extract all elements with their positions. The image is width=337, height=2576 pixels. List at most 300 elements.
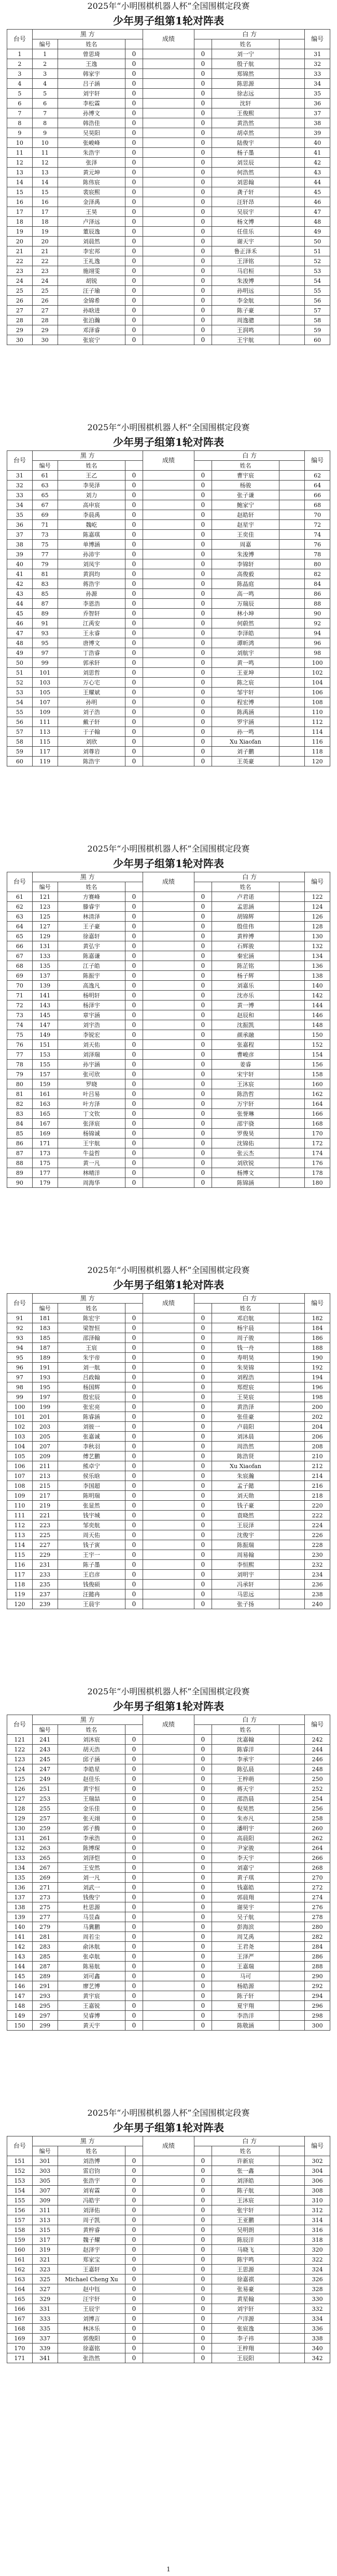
white-extra	[279, 2011, 305, 2021]
black-number: 63	[32, 481, 58, 490]
table-row	[7, 1491, 330, 1501]
white-score: 0	[194, 1883, 212, 1893]
table-row	[7, 1735, 330, 1745]
white-number: 190	[305, 1353, 330, 1363]
table-number: 84	[7, 1119, 33, 1129]
result-cell	[143, 1001, 194, 1010]
black-name: 徐嘉铭	[58, 2344, 125, 2353]
white-extra	[279, 1922, 305, 1932]
black-score: 0	[125, 227, 143, 237]
black-number: 3	[32, 69, 58, 79]
white-score: 0	[194, 1119, 212, 1129]
white-number: 206	[305, 1432, 330, 1442]
black-name: 张泽宸	[58, 1119, 125, 1129]
white-extra	[279, 1432, 305, 1442]
score-header: 成绩	[143, 872, 194, 892]
black-score: 0	[125, 89, 143, 99]
black-number: 89	[32, 609, 58, 619]
table-number: 136	[7, 1883, 33, 1893]
black-score: 0	[125, 912, 143, 922]
table-number: 168	[7, 2324, 33, 2334]
table-row	[7, 1580, 330, 1590]
white-score: 0	[194, 1422, 212, 1432]
white-number: 68	[305, 500, 330, 510]
white-extra	[279, 530, 305, 540]
table-number: 60	[7, 757, 33, 766]
table-number: 70	[7, 981, 33, 991]
black-score: 0	[125, 2235, 143, 2245]
white-name: 刘欣锐	[212, 1158, 279, 1168]
black-number: 121	[32, 892, 58, 902]
black-number-header: 编号	[32, 461, 58, 471]
white-number: 152	[305, 1040, 330, 1050]
black-score: 0	[125, 737, 143, 747]
black-number: 12	[32, 158, 58, 168]
result-cell	[143, 1932, 194, 1942]
table-row	[7, 49, 330, 59]
black-number: 313	[32, 2215, 58, 2225]
table-number: 7	[7, 108, 33, 118]
score-header: 成绩	[143, 1294, 194, 1313]
white-blank-header	[279, 1304, 305, 1313]
white-extra	[279, 246, 305, 256]
white-score: 0	[194, 648, 212, 658]
white-name: 马启桓	[212, 266, 279, 276]
white-extra	[279, 1178, 305, 1188]
white-number: 37	[305, 108, 330, 118]
table-row	[7, 2196, 330, 2205]
black-number: 11	[32, 148, 58, 158]
white-extra	[279, 737, 305, 747]
black-name: 卢泽远	[58, 217, 125, 227]
round-subtitle: 少年男子组第1轮对阵表	[113, 2121, 224, 2134]
black-number: 227	[32, 1540, 58, 1550]
table-row	[7, 1353, 330, 1363]
black-number: 307	[32, 2186, 58, 2196]
white-score: 0	[194, 1089, 212, 1099]
white-name: 万瑞辰	[212, 599, 279, 609]
table-number: 110	[7, 1501, 33, 1511]
black-number: 27	[32, 306, 58, 316]
white-name: 刘一宁	[212, 49, 279, 59]
black-score: 0	[125, 747, 143, 757]
white-extra	[279, 1590, 305, 1599]
white-number: 330	[305, 2294, 330, 2304]
black-number: 79	[32, 559, 58, 569]
table-row	[7, 1109, 330, 1119]
white-name: 沈亦乐	[212, 991, 279, 1001]
white-number: 156	[305, 1060, 330, 1070]
black-number: 341	[32, 2353, 58, 2363]
white-name: 陈思源	[212, 79, 279, 89]
result-cell	[143, 1392, 194, 1402]
result-cell	[143, 266, 194, 276]
table-row	[7, 1323, 330, 1333]
table-number: 11	[7, 148, 33, 158]
white-extra	[279, 1570, 305, 1580]
black-score: 0	[125, 1962, 143, 1971]
white-score: 0	[194, 1491, 212, 1501]
white-extra	[279, 941, 305, 951]
white-extra	[279, 237, 305, 246]
white-name: 钱嘉皓	[212, 1883, 279, 1893]
black-score: 0	[125, 2344, 143, 2353]
white-header: 白 方	[194, 451, 305, 461]
black-name: 江禹安	[58, 619, 125, 628]
table-number: 49	[7, 648, 33, 658]
table-row	[7, 2205, 330, 2215]
black-name: 黄宇恒	[58, 1784, 125, 1794]
table-number: 123	[7, 1755, 33, 1764]
table-number: 109	[7, 1491, 33, 1501]
white-number: 60	[305, 335, 330, 345]
table-number: 52	[7, 678, 33, 688]
table-number: 104	[7, 1442, 33, 1451]
white-score: 0	[194, 1139, 212, 1148]
white-score: 0	[194, 1471, 212, 1481]
black-score: 0	[125, 1560, 143, 1570]
black-score: 0	[125, 2001, 143, 2011]
white-score: 0	[194, 707, 212, 717]
black-score: 0	[125, 530, 143, 540]
white-name: 陈弘晨	[212, 1764, 279, 1774]
table-row	[7, 79, 330, 89]
result-cell	[143, 1363, 194, 1373]
white-blank-header	[279, 461, 305, 471]
black-score: 0	[125, 1382, 143, 1392]
round-subtitle: 少年男子组第1轮对阵表	[113, 1279, 224, 1291]
white-extra	[279, 2324, 305, 2334]
white-extra	[279, 599, 305, 609]
black-number-header: 编号	[32, 1304, 58, 1313]
result-cell	[143, 1148, 194, 1158]
white-score: 0	[194, 589, 212, 599]
table-number: 86	[7, 1139, 33, 1148]
black-header: 黑 方	[32, 30, 143, 39]
white-score: 0	[194, 1001, 212, 1010]
black-score: 0	[125, 207, 143, 217]
white-name: 陈浩哲	[212, 1089, 279, 1099]
white-name: 刘明宇	[212, 1570, 279, 1580]
table-number: 139	[7, 1912, 33, 1922]
black-name: 李松霖	[58, 99, 125, 108]
page-number: 1	[166, 2566, 171, 2573]
white-number: 55	[305, 286, 330, 296]
black-score: 0	[125, 1050, 143, 1060]
white-number: 146	[305, 1010, 330, 1020]
black-score: 0	[125, 569, 143, 579]
white-number: 280	[305, 1922, 330, 1932]
table-row	[7, 1981, 330, 1991]
white-extra	[279, 1353, 305, 1363]
white-number: 332	[305, 2304, 330, 2314]
result-cell	[143, 2021, 194, 2031]
white-name: 杨皓源	[212, 1981, 279, 1991]
white-extra	[279, 559, 305, 569]
table-row	[7, 1962, 330, 1971]
white-extra	[279, 1109, 305, 1119]
result-cell	[143, 1323, 194, 1333]
table-number: 18	[7, 217, 33, 227]
black-score: 0	[125, 1461, 143, 1471]
result-cell	[143, 530, 194, 540]
black-number: 81	[32, 569, 58, 579]
white-name: 尹家骏	[212, 1843, 279, 1853]
white-name: 钱子豪	[212, 1501, 279, 1511]
white-number: 102	[305, 668, 330, 678]
table-row	[7, 912, 330, 922]
table-number: 34	[7, 500, 33, 510]
white-number: 232	[305, 1560, 330, 1570]
white-number: 110	[305, 707, 330, 717]
result-cell	[143, 118, 194, 128]
white-extra	[279, 579, 305, 589]
white-extra	[279, 2186, 305, 2196]
white-name: 王思源	[212, 2265, 279, 2274]
result-cell	[143, 1050, 194, 1060]
black-score: 0	[125, 638, 143, 648]
white-name: 马可	[212, 1971, 279, 1981]
black-name: 杨锦诚	[58, 1129, 125, 1139]
white-name: 刘沐晨	[212, 1432, 279, 1442]
score-header: 成绩	[143, 1715, 194, 1735]
white-score: 0	[194, 1804, 212, 1814]
white-score: 0	[194, 1511, 212, 1520]
black-name: 李国超	[58, 1481, 125, 1491]
table-number: 67	[7, 951, 33, 961]
white-score: 0	[194, 2344, 212, 2353]
black-number-header: 编号	[32, 39, 58, 49]
black-name: 邹奕航	[58, 1520, 125, 1530]
white-name: 罗俊昊	[212, 1129, 279, 1139]
white-number: 47	[305, 207, 330, 217]
white-extra	[279, 892, 305, 902]
black-score: 0	[125, 1590, 143, 1599]
black-header: 黑 方	[32, 451, 143, 461]
table-number: 27	[7, 306, 33, 316]
white-score: 0	[194, 1735, 212, 1745]
black-name: 马冀鹏	[58, 1922, 125, 1932]
table-row	[7, 991, 330, 1001]
black-score: 0	[125, 1599, 143, 1609]
white-number: 180	[305, 1178, 330, 1188]
white-header: 白 方	[194, 30, 305, 39]
black-name: 陈伟宸	[58, 177, 125, 187]
table-number: 14	[7, 177, 33, 187]
black-number: 291	[32, 1981, 58, 1991]
result-cell	[143, 1030, 194, 1040]
black-score: 0	[125, 668, 143, 678]
white-score: 0	[194, 1178, 212, 1188]
white-score: 0	[194, 335, 212, 345]
black-score: 0	[125, 1833, 143, 1843]
table-number: 113	[7, 1530, 33, 1540]
white-number: 224	[305, 1520, 330, 1530]
white-score: 0	[194, 1580, 212, 1590]
black-number: 169	[32, 1129, 58, 1139]
black-score: 0	[125, 1981, 143, 1991]
white-extra	[279, 922, 305, 931]
result-cell	[143, 971, 194, 981]
table-row	[7, 1824, 330, 1833]
white-extra	[279, 2245, 305, 2255]
black-number: 327	[32, 2284, 58, 2294]
black-name: 张浩宇	[58, 2176, 125, 2186]
result-cell	[143, 296, 194, 306]
table-number: 33	[7, 490, 33, 500]
white-name: 胡锦辉	[212, 912, 279, 922]
result-cell	[143, 1971, 194, 1981]
black-name: 孙源	[58, 589, 125, 599]
table-row	[7, 246, 330, 256]
black-score: 0	[125, 1099, 143, 1109]
black-name: 金乐佳	[58, 1804, 125, 1814]
white-score: 0	[194, 1353, 212, 1363]
white-name: 殷佳伟	[212, 922, 279, 931]
white-name: 王宇航	[212, 335, 279, 345]
result-cell	[143, 187, 194, 197]
white-extra	[279, 697, 305, 707]
result-cell	[143, 1952, 194, 1962]
result-cell	[143, 276, 194, 286]
white-number: 228	[305, 1540, 330, 1550]
white-extra	[279, 1962, 305, 1971]
white-score: 0	[194, 727, 212, 737]
result-cell	[143, 1139, 194, 1148]
table-number: 28	[7, 316, 33, 325]
black-score: 0	[125, 2021, 143, 2031]
black-number: 20	[32, 237, 58, 246]
black-number: 321	[32, 2255, 58, 2265]
white-score: 0	[194, 266, 212, 276]
white-name: 寿明昊	[212, 1353, 279, 1363]
result-cell	[143, 1412, 194, 1422]
black-number: 6	[32, 99, 58, 108]
white-name: 王沐宸	[212, 1079, 279, 1089]
result-cell	[143, 217, 194, 227]
white-extra	[279, 991, 305, 1001]
white-extra	[279, 1333, 305, 1343]
black-name-header: 姓名	[58, 1725, 125, 1735]
white-number: 34	[305, 79, 330, 89]
white-name: 杨子辉	[212, 971, 279, 981]
black-name: 刘天佑	[58, 1040, 125, 1050]
score-header: 成绩	[143, 451, 194, 471]
result-cell	[143, 2353, 194, 2363]
table-row	[7, 1119, 330, 1129]
white-name: 周逸骢	[212, 316, 279, 325]
black-name-header: 姓名	[58, 461, 125, 471]
white-extra	[279, 286, 305, 296]
table-number: 59	[7, 747, 33, 757]
black-score: 0	[125, 1422, 143, 1432]
black-name: 刘武一	[58, 1883, 125, 1893]
white-score: 0	[194, 1432, 212, 1442]
black-name: 刘宇轩	[58, 89, 125, 99]
white-number: 100	[305, 658, 330, 668]
white-name: 孙明远	[212, 286, 279, 296]
table-number: 5	[7, 89, 33, 99]
white-number: 174	[305, 1148, 330, 1158]
result-cell	[143, 1060, 194, 1070]
black-number: 285	[32, 1952, 58, 1962]
table-row	[7, 1158, 330, 1168]
white-number: 204	[305, 1422, 330, 1432]
black-name: 刘力	[58, 490, 125, 500]
table-row	[7, 747, 330, 757]
white-score-header	[194, 2146, 212, 2156]
white-name: 陈子航	[212, 2186, 279, 2196]
white-number-header: 编号	[305, 1294, 330, 1313]
black-name: 刘思哲	[58, 668, 125, 678]
black-number: 191	[32, 1363, 58, 1373]
result-cell	[143, 1343, 194, 1353]
black-score: 0	[125, 1353, 143, 1363]
black-score: 0	[125, 316, 143, 325]
table-row	[7, 128, 330, 138]
white-score: 0	[194, 168, 212, 177]
white-score: 0	[194, 658, 212, 668]
black-score: 0	[125, 1883, 143, 1893]
white-number: 222	[305, 1511, 330, 1520]
white-number: 166	[305, 1109, 330, 1119]
table-number: 38	[7, 540, 33, 550]
table-number: 165	[7, 2294, 33, 2304]
black-name: 滕睿宇	[58, 902, 125, 912]
black-score: 0	[125, 981, 143, 991]
black-header: 黑 方	[32, 1715, 143, 1725]
result-cell	[143, 1432, 194, 1442]
black-score: 0	[125, 128, 143, 138]
white-score: 0	[194, 2215, 212, 2225]
result-cell	[143, 1560, 194, 1570]
white-blank-header	[279, 1725, 305, 1735]
white-extra	[279, 2314, 305, 2324]
white-extra	[279, 1873, 305, 1883]
table-row	[7, 2166, 330, 2176]
white-score: 0	[194, 971, 212, 981]
white-extra	[279, 89, 305, 99]
black-number: 211	[32, 1461, 58, 1471]
white-extra	[279, 1814, 305, 1824]
white-number: 256	[305, 1804, 330, 1814]
white-extra	[279, 648, 305, 658]
black-name: 雷启钧	[58, 2166, 125, 2176]
table-row	[7, 757, 330, 766]
black-number: 171	[32, 1139, 58, 1148]
white-extra	[279, 569, 305, 579]
white-extra	[279, 1373, 305, 1382]
white-number: 324	[305, 2265, 330, 2274]
result-cell	[143, 1079, 194, 1089]
white-extra	[279, 1099, 305, 1109]
black-score: 0	[125, 276, 143, 286]
result-cell	[143, 49, 194, 59]
black-score: 0	[125, 1343, 143, 1353]
black-score: 0	[125, 1922, 143, 1932]
black-number: 18	[32, 217, 58, 227]
table-number: 148	[7, 2001, 33, 2011]
black-score: 0	[125, 1373, 143, 1382]
table-number: 22	[7, 256, 33, 266]
black-number: 29	[32, 325, 58, 335]
white-extra	[279, 717, 305, 727]
white-extra	[279, 1833, 305, 1843]
table-number: 42	[7, 579, 33, 589]
white-number: 120	[305, 757, 330, 766]
white-name: 吴子航	[212, 1912, 279, 1922]
table-number: 47	[7, 628, 33, 638]
